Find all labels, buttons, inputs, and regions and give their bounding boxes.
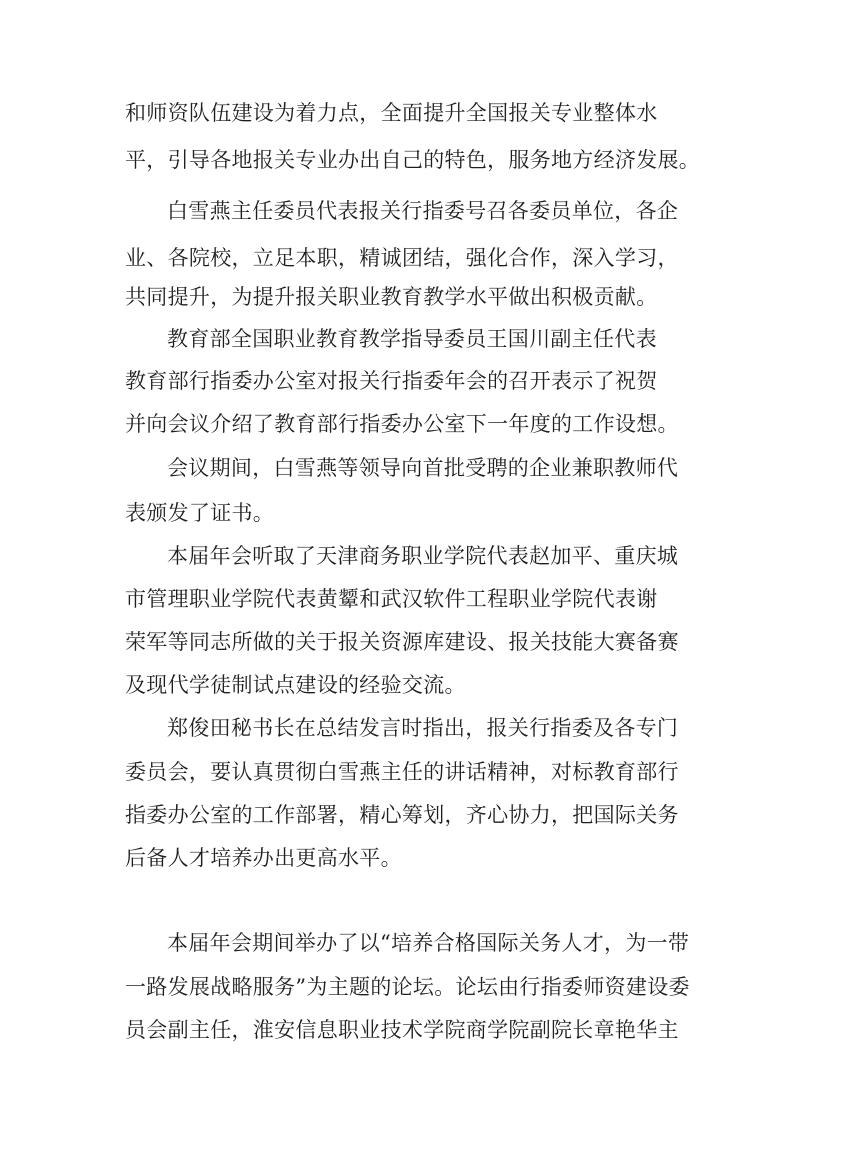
paragraph-start-line: 白雪燕主任委员代表报关行指委号召各委员单位，各企: [167, 199, 679, 223]
text-line: 并向会议介绍了教育部行指委办公室下一年度的工作设想。: [125, 412, 679, 436]
text-line: 表颁发了证书。: [125, 501, 275, 525]
text-line: 一路发展战略服务”为主题的论坛。论坛由行指委师资建设委: [125, 975, 690, 999]
paragraph-start-line: 本届年会期间举办了以“培养合格国际关务人才，为一带: [167, 931, 690, 955]
text-line: 荣军等同志所做的关于报关资源库建设、报关技能大赛备赛: [125, 630, 679, 654]
text-line: 及现代学徒制试点建设的经验交流。: [125, 673, 466, 697]
text-line: 教育部行指委办公室对报关行指委年会的召开表示了祝贺: [125, 369, 658, 393]
text-line: 业、各院校，立足本职，精诚团结，强化合作，深入学习，: [125, 246, 679, 270]
paragraph-start-line: 教育部全国职业教育教学指导委员王国川副主任代表: [167, 327, 657, 351]
text-line: 和师资队伍建设为着力点，全面提升全国报关专业整体水: [125, 101, 658, 125]
text-line: 委员会，要认真贯彻白雪燕主任的讲话精神，对标教育部行: [125, 760, 679, 784]
text-line: 指委办公室的工作部署，精心筹划，齐心协力，把国际关务: [125, 803, 679, 827]
text-line: 员会副主任，淮安信息职业技术学院商学院副院长章艳华主: [125, 1018, 679, 1042]
text-line: 市管理职业学院代表黄颦和武汉软件工程职业学院代表谢: [125, 587, 658, 611]
paragraph-start-line: 本届年会听取了天津商务职业学院代表赵加平、重庆城: [167, 544, 679, 568]
paragraph-start-line: 会议期间，白雪燕等领导向首批受聘的企业兼职教师代: [167, 456, 679, 480]
text-line: 共同提升，为提升报关职业教育教学水平做出积极贡献。: [125, 285, 658, 309]
paragraph-start-line: 郑俊田秘书长在总结发言时指出，报关行指委及各专门: [167, 716, 679, 740]
text-line: 后备人才培养办出更高水平。: [125, 846, 402, 870]
text-line: 平，引导各地报关专业办出自己的特色，服务地方经济发展。: [125, 148, 701, 172]
